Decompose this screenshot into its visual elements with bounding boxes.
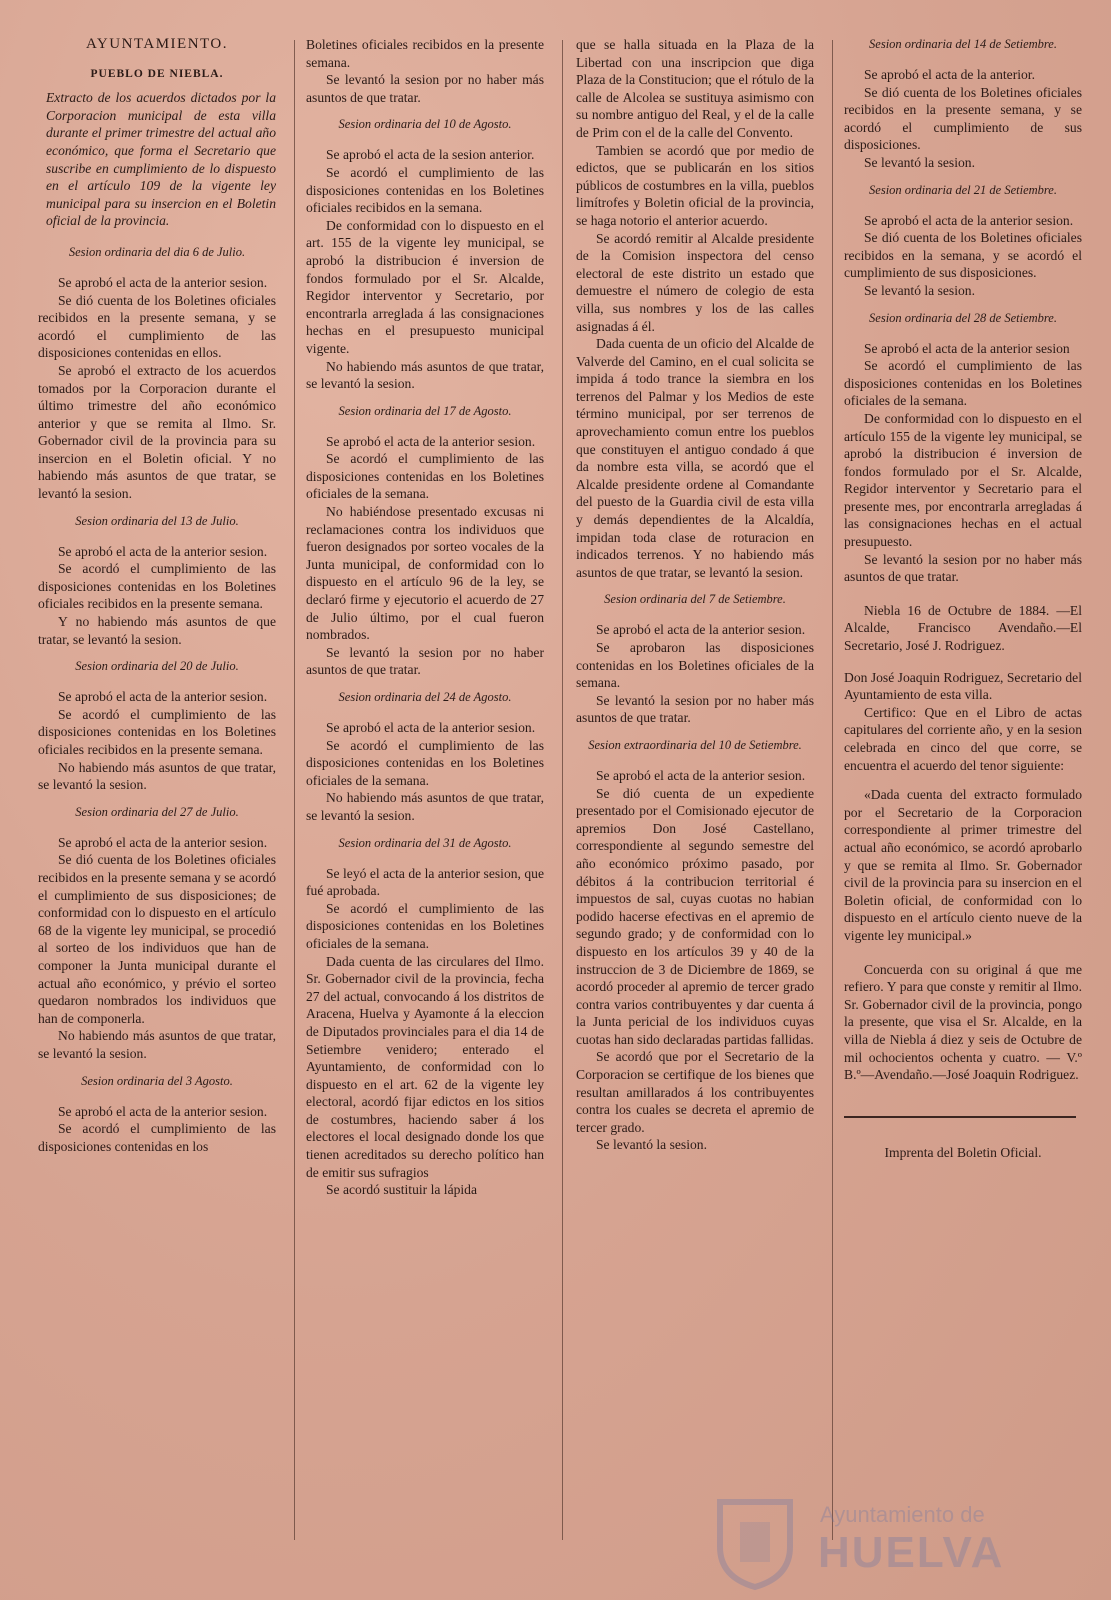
paragraph: Se acordó el cumplimiento de las disposiciones contenidas en los Boletines oficiales de la semana. [306,900,544,951]
town-heading: PUEBLO DE NIEBLA. [90,67,224,80]
paragraph: Se dió cuenta de los Boletines oficiales recibidos en la presente semana, y se acordó el cumplimiento de las disposiciones contenidas en ellos. [38,292,276,361]
paragraph: No habiendo más asuntos de que tratar, se levantó la sesion. [38,1028,276,1061]
paragraph: No habiendo más asuntos de que tratar, se levantó la sesion. [306,790,544,823]
session-heading: Sesion ordinaria del 14 de Setiembre. [869,37,1057,51]
column-4 [844,36,1082,1161]
paragraph: Se acordó sustituir la lápida [326,1182,478,1198]
paragraph: Se acordó el cumplimiento de las disposiciones contenidas en los Boletines oficiales recibidos en la presente semana. [38,706,276,757]
paragraph: Se acordó remitir al Alcalde presidente de la Comision inspectora del censo electoral de este distrito un estado que demuestre el número de colegio de esta villa, sus nombres y los de las calles asignadas á él. [576,230,814,334]
session-heading: Sesion ordinaria del 3 Agosto. [81,1073,233,1088]
paragraph: Se dió cuenta de los Boletines oficiales recibidos en la presente semana y se acordó el cumplimiento de sus disposiciones; de conformidad con lo dispuesto en el artículo 68 de la vigente ley municipal, se procedió al sorteo de los individuos que han de componer la Junta municipal durante el actual año económico, y prévio el sorteo quedaron nombrados los individuos que han de componerla. [38,852,276,1026]
session-heading: Sesion ordinaria del 31 de Agosto. [338,835,512,850]
paragraph: Dada cuenta de las circulares del Ilmo. Sr. Gobernador civil de la provincia, fecha 27 del actual, convocando á los distritos de Aracena, Huelva y Ayamonte á la eleccion de Diputados provinciales para el dia 14 de Setiembre venidero; enterado el Ayuntamiento, de conformidad con lo dispuesto en el art. 62 de la vigente ley electoral, acordó fijar edictos en los sitios de costumbres, haciendo saber á los electores el local designado donde los que tienen acreditados su derecho político han de emitir sus sufragios [306,953,544,1180]
paragraph: Se aprobó el acta de la anterior sesion. [58,274,268,290]
paragraph: No habiéndose presentado excusas ni reclamaciones contra los individuos que fueron designados por sorteo vocales de la Junta municipal, de conformidad con lo dispuesto en el artículo 96 de la ley, se declaró firme y ejecutorio el acuerdo de 27 de Julio último, por el cual fueron nombrados. [306,504,544,643]
paragraph: Se levantó la sesion por no haber más asuntos de que tratar. [306,72,544,105]
column-divider [562,40,563,1540]
column-2 [306,36,544,1199]
paragraph: Se levantó la sesion. [864,154,975,170]
paragraph: Se dió cuenta de un expediente presentado por el Comisionado ejecutor de apremios Don José Castellano, correspondiente al segundo semestre del año económico próximo pasado, por débitos á la contribucion territorial é impuestos de sal, cuyas cuotas no habian podido hacerse efectivas en el apremio de segundo grado; y de conformidad con lo dispuesto en los artículos 39 y 40 de la instruccion de 3 de Diciembre de 1869, se acordó proceder al apremio de tercer grado contra varios contribuyentes y dar cuenta á la Junta pericial de los individuos cuyas cuotas han sido declaradas partidas fallidas. [576,785,814,1047]
end-rule [844,1116,1076,1118]
paragraph: Se acordó que por el Secretario de la Corporacion se certifique de los bienes que resultan amillarados á los contribuyentes contra los cuales se decreta el apremio de tercer grado. [576,1049,814,1135]
closing-paragraph: Concuerda con su original á que me refiero. Y para que conste y remitir al Ilmo. Sr. Gobernador civil de la provincia, pongo la presente, que visa el Sr. Alcalde, en la villa de Niebla á diez y seis de Octubre de mil ochocientos ochenta y cuatro. — V.º B.º—Avendaño.—José Joaquin Rodriguez. [844,961,1082,1083]
paragraph: Se aprobó el acta de la anterior sesion. [58,689,268,705]
session-heading: Sesion extraordinaria del 10 de Setiembre. [588,737,802,752]
paragraph: Boletines oficiales recibidos en la presente semana. [306,37,544,70]
session-heading: Sesion ordinaria del 21 de Setiembre. [869,182,1057,197]
paragraph: Se aprobó el acta de la sesion anterior. [326,147,535,163]
watermark-line2: HUELVA [818,1528,1005,1577]
paragraph: Se dió cuenta de los Boletines oficiales recibidos en la semana, y se acordó el cumplimiento de sus disposiciones. [844,230,1082,281]
paragraph: Se aprobó el acta de la anterior sesion. [864,212,1074,228]
printer-imprint: Imprenta del Boletin Oficial. [884,1144,1042,1160]
paragraph: Se acordó el cumplimiento de las disposiciones contenidas en los Boletines oficiales de la semana. [306,451,544,502]
column-divider [832,40,833,1540]
paragraph: Se aprobó el acta de la anterior. [864,67,1035,82]
session-heading: Sesion ordinaria del 7 de Setiembre. [604,592,786,607]
column-divider [294,40,295,1540]
paragraph: De conformidad con lo dispuesto en el artículo 155 de la vigente ley municipal, se aprobó la distribucion é inversion de fondos formulado por el Sr. Alcalde, Regidor interventor y Secretario para el presente mes, por encontrarla arregladas á las consignaciones hechas en el actual presupuesto. [844,410,1082,550]
session-heading: Sesion ordinaria del 28 de Setiembre. [869,310,1057,325]
paragraph: Se aprobó el extracto de los acuerdos tomados por la Corporacion durante el último trimestre del año económico anterior y que se remita al Ilmo. Sr. Gobernador civil de la provincia para su insercion en el Boletin oficial. Y no habiendo más asuntos de que tratar, se levantó la sesion. [38,362,276,502]
archive-watermark [700,1492,1060,1592]
paragraph: Se levantó la sesion por no haber más asuntos de que tratar. [844,551,1082,585]
session-heading: Sesion ordinaria del 17 de Agosto. [338,403,512,418]
watermark-line1: Ayuntamiento de [820,1502,985,1527]
paragraph: No habiendo más asuntos de que tratar, se levantó la sesion. [306,358,544,392]
paragraph: Se aprobó el acta de la anterior sesion. [596,622,806,638]
quoted-agreement: «Dada cuenta del extracto formulado por el Secretario de la Corporacion correspondiente al primer trimestre del actual año económico, se acordó aprobarlo y que se remita al Ilmo. Sr. Gobernador civil de la provincia para su insercion en el Boletin oficial, de conformidad con lo dispuesto en el artículo ciento nueve de la vigente ley municipal.» [844,787,1082,943]
paragraph: Se aprobó el acta de la anterior sesion. [58,1103,268,1119]
certificate-intro: Don José Joaquin Rodriguez, Secretario del Ayuntamiento de esta villa. [844,669,1082,703]
paragraph: Se acordó el cumplimiento de las disposiciones contenidas en los Boletines oficiales de la semana. [844,358,1082,409]
paragraph: Se dió cuenta de los Boletines oficiales recibidos en la presente semana, y se acordó el cumplimiento de sus disposiciones. [844,84,1082,153]
session-heading: Sesion ordinaria del 13 de Julio. [75,513,239,528]
paragraph: Se aprobó el acta de la anterior sesion. [326,433,536,449]
paragraph: Tambien se acordó que por medio de edictos, que se publicarán en los sitios públicos de costumbres en la villa, pueblos limítrofes y Boletin oficial de la provincia, se haga notorio el anterior acuerdo. [576,142,814,228]
certificate-body: Certifico: Que en el Libro de actas capitulares del corriente año, y en la sesion celebrada en cinco del que corre, se encuentra el acuerdo del tenor siguiente: [844,704,1082,773]
session-heading: Sesion ordinaria del dia 6 de Julio. [68,244,246,259]
paragraph: Se acordó el cumplimiento de las disposiciones contenidas en los Boletines oficiales recibidos en la semana. [306,164,544,216]
column-3 [576,36,814,1154]
session-heading: Sesion ordinaria del 27 de Julio. [75,804,239,819]
paragraph: Se leyó el acta de la anterior sesion, que fué aprobada. [306,865,544,899]
paragraph: Se levantó la sesion por no haber más asuntos de que tratar. [576,692,814,726]
extract-intro: Extracto de los acuerdos dictados por la Corporacion municipal de esta villa durante el primer trimestre del actual año económico, que forma el Secretario que suscribe en cumplimiento de lo dispuesto en el artículo 109 de la vigente ley municipal para su insercion en el Boletin oficial de la provincia. [46,90,276,229]
paragraph: No habiendo más asuntos de que tratar, se levantó la sesion. [38,759,276,793]
paragraph: Y no habiendo más asuntos de que tratar, se levantó la sesion. [38,614,276,647]
paragraph: Se acordó el cumplimiento de las disposiciones contenidas en los Boletines oficiales de la semana. [306,737,544,788]
paragraph: Se acordó el cumplimiento de las disposiciones contenidas en los [38,1121,276,1154]
paragraph: Se aprobó el acta de la anterior sesion [864,340,1070,356]
paragraph: Se aprobaron las disposiciones contenidas en los Boletines oficiales de la semana. [576,640,814,691]
session-heading: Sesion ordinaria del 24 de Agosto. [338,690,512,704]
paragraph: Se levantó la sesion. [864,282,975,298]
paragraph: Se acordó el cumplimiento de las disposiciones contenidas en los Boletines oficiales recibidos en la presente semana. [38,561,276,612]
column-1 [38,36,276,1155]
session-heading: Sesion ordinaria del 20 de Julio. [75,659,239,674]
paragraph: Se aprobó el acta de la anterior sesion. [596,767,806,783]
paragraph: Dada cuenta de un oficio del Alcalde de Valverde del Camino, en el cual solicita se impida á todo trance la siembra en los terrenos del Palmar y los Medios de este término municipal, por ser terrenos de aprovechamiento comun entre los pueblos que constituyen el antiguo condado á que da nombre esta villa, se acordó que el Alcalde presidente ordene al Comandante del puesto de la Guardia civil de esta villa y demás dependientes de la Alcaldía, impidan toda clase de roturacion en indicados terrenos. Y no habiendo más asuntos de que tratar, se levantó la sesion. [576,336,814,580]
paragraph: De conformidad con lo dispuesto en el art. 155 de la vigente ley municipal, se aprobó la distribucion é inversion de fondos formulado por el Sr. Alcalde, Regidor interventor y Secretario, por encontrarla arreglada á las consignaciones hechas en el presupuesto municipal vigente. [306,217,544,356]
paragraph: Se aprobó el acta de la anterior sesion. [58,543,268,559]
paragraph: Se aprobó el acta de la anterior sesion. [58,834,268,850]
paragraph: que se halla situada en la Plaza de la Libertad con una inscripcion que diga Plaza de la Constitucion; que el rótulo de la calle de Alcolea se sustituya asimismo con su nombre antiguo del Real, y el de la calle de Prim con el de la calle del Convento. [576,37,814,140]
paragraph: Se aprobó el acta de la anterior sesion. [326,720,536,735]
session-heading: Sesion ordinaria del 10 de Agosto. [338,117,512,132]
section-title: AYUNTAMIENTO. [85,36,229,52]
paragraph: Se levantó la sesion por no haber asuntos de que tratar. [306,644,544,678]
coat-of-arms-icon [700,1492,810,1592]
signature-block: Niebla 16 de Octubre de 1884. —El Alcalde, Francisco Avendaño.—El Secretario, José J. Rodriguez. [844,602,1082,654]
paragraph: Se levantó la sesion. [596,1137,707,1153]
